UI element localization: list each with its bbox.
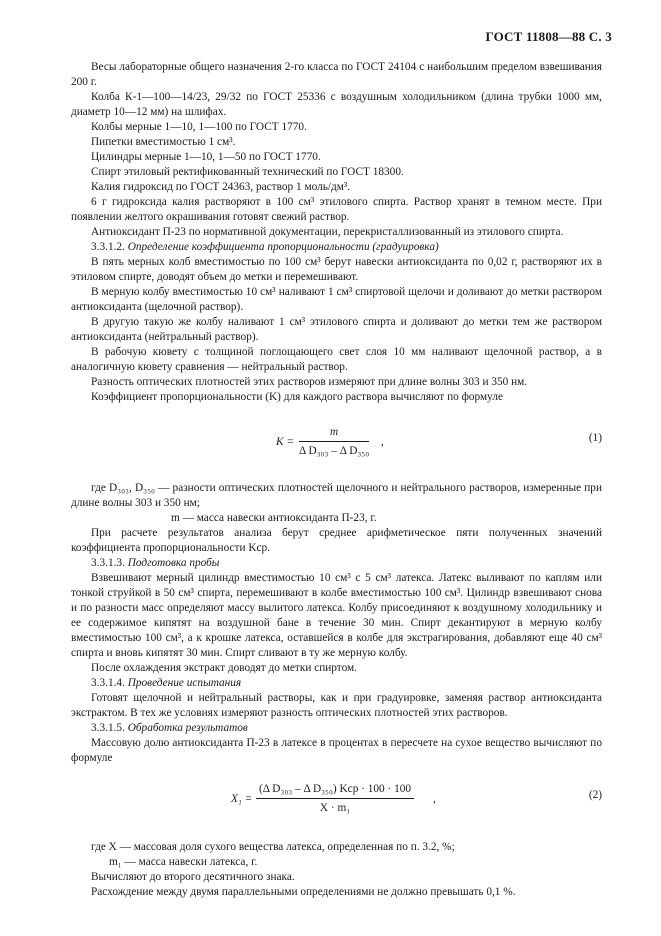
formula-numerator: (Δ D₃₀₃ – Δ D₃₅₀) Kср · 100 · 100 [256, 782, 414, 799]
section-title: Проведение испытания [127, 677, 242, 689]
formula-comma: , [433, 793, 436, 805]
section-title: Обработка результатов [127, 722, 248, 734]
formula-number: (2) [588, 789, 602, 801]
where-line: где D₃₀₃, D₃₅₀ — разности оптических плотностей щелочного и нейтрального растворов, измеренные при длине волны 303 и 350 нм; [71, 482, 603, 509]
where-block-1 [71, 481, 602, 526]
paragraph: После охлаждения экстракт доводят до метки спиртом. [91, 662, 357, 674]
formula-numerator: m [299, 425, 369, 442]
paragraph: Взвешивают мерный цилиндр вместимостью 10 см³ с 5 см³ латекса. Латекс выливают по каплям или тонкой струйкой в 50 см³ спирта, перемешивают в колбе вместимостью 100 см³. Цилиндр взвешивают снова и по разности масс определяют массу вылитого латекса. Колбу присоединяют к воздушному холодильнику и ее содержимое кипятят на воздушной бане в течение 30 мин. Спирт декантируют в мерную колбу вместимостью 100 см³, а к крошке латекса, оставшейся в колбе для экстрагирования, добавляют еще 40 см³ спирта и вновь кипятят 30 мин. Спирт сливают в ту же мерную колбу. [71, 572, 602, 659]
formula-denominator: Δ D₃₀₃ – Δ D₃₅₀ [299, 445, 370, 457]
paragraph: Цилиндры мерные 1—10, 1—50 по ГОСТ 1770. [91, 151, 321, 163]
formula-number: (1) [588, 432, 602, 444]
section-heading-3313 [71, 556, 602, 571]
paragraph: Расхождение между двумя параллельными определениями не должно превышать 0,1 %. [91, 886, 516, 898]
page-content [71, 60, 602, 900]
where-line: где X — массовая доля сухого вещества латекса, определенная по п. 3.2, %; [91, 841, 455, 853]
paragraph: Пипетки вместимостью 1 см³. [91, 136, 236, 148]
section-heading-3315 [71, 721, 602, 736]
paragraph: Массовую долю антиоксиданта П-23 в латексе в процентах в пересчете на сухое вещество вычисляют по формуле [71, 737, 602, 764]
formula-denominator: X · m₁ [319, 802, 351, 814]
section-title: Подготовка пробы [127, 557, 220, 569]
paragraph: В рабочую кювету с толщиной поглощающего свет слоя 10 мм наливают щелочной раствор, а в аналогичную кювету сравнения — нейтральный раствор. [71, 346, 602, 373]
formula-fraction [299, 425, 369, 459]
paragraph: 6 г гидроксида калия растворяют в 100 см³ этилового спирта. Раствор хранят в темном месте. При появлении желтого окрашивания готовят свежий раствор. [71, 196, 602, 223]
paragraph: Вычисляют до второго десятичного знака. [91, 871, 295, 883]
paragraph: Калия гидроксид по ГОСТ 24363, раствор 1 моль/дм³. [91, 181, 351, 193]
paragraph: В пять мерных колб вместимостью по 100 см³ берут навески антиоксиданта по 0,02 г, растворяют их в этиловом спирте, доводят объем до метки и перемешивают. [71, 256, 602, 283]
where-line: m₁ — масса навески латекса, г. [109, 856, 258, 868]
paragraph: Спирт этиловый ректификованный технический по ГОСТ 18300. [91, 166, 404, 178]
page-header: ГОСТ 11808—88 С. 3 [485, 29, 612, 44]
paragraph: Разность оптических плотностей этих растворов измеряют при длине волны 303 и 350 нм. [91, 376, 528, 388]
paragraph: Колбы мерные 1—10, 1—100 по ГОСТ 1770. [91, 121, 307, 133]
where-line: m — масса навески антиоксиданта П-23, г. [171, 512, 377, 524]
paragraph: Готовят щелочной и нейтральный растворы, как и при градуировке, заменяя раствор антиоксиданта экстрактом. В тех же условиях измеряют разность оптических плотностей этих растворов. [71, 692, 602, 719]
paragraph: В другую такую же колбу наливают 1 см³ этилового спирта и доливают до метки тем же раствором антиоксиданта (нейтральный раствор). [71, 316, 602, 343]
formula-lhs: X₁ = [231, 793, 253, 805]
formula-lhs: K = [276, 436, 294, 448]
section-number: 3.3.1.5. [91, 722, 125, 734]
paragraph: Коэффициент пропорциональности (K) для каждого раствора вычисляют по формуле [91, 391, 503, 403]
formula-1 [71, 425, 602, 467]
formula-fraction [256, 782, 414, 816]
section-number: 3.3.1.2. [91, 241, 125, 253]
paragraph: При расчете результатов анализа берут среднее арифметическое пяти полученных значений коэффициента пропорциональности Kср. [71, 527, 602, 554]
section-number: 3.3.1.4. [91, 677, 125, 689]
section-number: 3.3.1.3. [91, 557, 125, 569]
paragraph: Весы лабораторные общего назначения 2-го класса по ГОСТ 24104 с наибольшим пределом взвешивания 200 г. [71, 61, 602, 88]
paragraph: Антиоксидант П-23 по нормативной документации, перекристаллизованный из этилового спирта. [91, 226, 564, 238]
paragraph: В мерную колбу вместимостью 10 см³ наливают 1 см³ спиртовой щелочи и доливают до метки раствором антиоксиданта (щелочной раствор). [71, 286, 602, 313]
formula-comma: , [381, 436, 384, 448]
section-heading-3312 [71, 240, 602, 255]
paragraph: Колба К-1—100—14/23, 29/32 по ГОСТ 25336 с воздушным холодильником (длина трубки 1000 мм, диаметр 10—12 мм) на шлифах. [71, 91, 602, 118]
section-title: Определение коэффициента пропорциональности (градуировка) [127, 241, 439, 253]
formula-2 [71, 782, 602, 826]
section-heading-3314 [71, 676, 602, 691]
